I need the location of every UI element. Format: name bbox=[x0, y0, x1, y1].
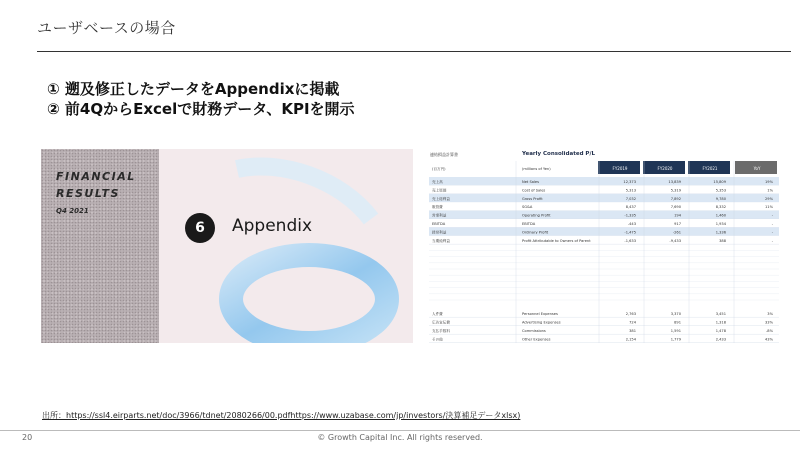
sheet-expense-value: 1,318 bbox=[715, 320, 726, 325]
sheet-value: 13,839 bbox=[668, 180, 681, 184]
sheet-value: -1,633 bbox=[624, 238, 636, 243]
sheet-value: 9,780 bbox=[715, 196, 726, 201]
sheet-expense-value: 2,433 bbox=[715, 337, 726, 342]
sheet-expense-value: 1,779 bbox=[670, 337, 681, 342]
sheet-value: 1,460 bbox=[715, 213, 726, 218]
sheet-expense-label-en: Personnel Expenses bbox=[522, 312, 558, 317]
sheet-value: 7,690 bbox=[670, 205, 681, 210]
sheet-expense-label-jp: 広告宣伝費 bbox=[432, 320, 450, 325]
sheet-value: - bbox=[771, 230, 773, 235]
title-divider bbox=[37, 51, 791, 52]
sheet-value: - bbox=[771, 222, 773, 226]
sheet-column-header: FY2020 bbox=[657, 166, 673, 171]
sheet-expense-value: 2,763 bbox=[625, 312, 636, 317]
sheet-column-header: FY2021 bbox=[702, 166, 718, 171]
sheet-expense-value: -8% bbox=[766, 329, 773, 334]
sheet-expense-value: 1,478 bbox=[715, 329, 726, 334]
sheet-row-bg bbox=[429, 211, 779, 219]
sheet-value: 12,373 bbox=[623, 180, 636, 184]
sheet-value: 5,319 bbox=[670, 188, 681, 193]
sheet-value: 19% bbox=[765, 180, 773, 184]
sheet-row-bg bbox=[429, 194, 779, 202]
sheet-expense-value: 891 bbox=[674, 320, 681, 325]
point-1: ① 遡及修正したデータをAppendixに掲載 bbox=[47, 80, 340, 98]
sheet-value: 7,032 bbox=[625, 196, 636, 201]
sheet-expense-value: 1,591 bbox=[670, 329, 681, 334]
sheet-title: Yearly Consolidated P/L bbox=[522, 151, 595, 157]
sheet-row-bg bbox=[429, 219, 779, 227]
sheet-value: -1,335 bbox=[624, 213, 636, 218]
sheet-row-label-en: Cost of Sales bbox=[522, 188, 546, 193]
sheet-value: 11% bbox=[765, 205, 773, 210]
section-label: Appendix bbox=[232, 216, 313, 236]
sheet-expense-value: 3,451 bbox=[715, 312, 726, 317]
sheet-expense-label-en: Other Expenses bbox=[522, 337, 551, 342]
sheet-value: - bbox=[771, 213, 773, 218]
sheet-expense-label-jp: その他 bbox=[432, 337, 443, 342]
slide-heading bbox=[56, 168, 156, 202]
sheet-row-label-jp: 営業利益 bbox=[432, 213, 447, 218]
sheet-expense-value: 43% bbox=[765, 337, 773, 342]
sheet-value: 29% bbox=[765, 196, 773, 201]
footer-divider bbox=[0, 430, 800, 431]
sheet-value: 917 bbox=[674, 222, 681, 226]
sheet-expense-value: 381 bbox=[629, 329, 636, 334]
point-2: ② 前4QからExcelで財務データ、KPIを開示 bbox=[47, 100, 355, 118]
sheet-value: 1,336 bbox=[715, 230, 726, 235]
sheet-expense-label-en: Advertising Expenses bbox=[522, 320, 561, 325]
sheet-row-label-en: EBITDA bbox=[522, 222, 536, 226]
sheet-expense-value: 3,370 bbox=[670, 312, 681, 317]
sheet-row-label-jp: EBITDA bbox=[432, 222, 446, 226]
source-citation: 出所：https://ssl4.eirparts.net/doc/3966/tdnet/2080266/00.pdfhttps://www.uzabase.com/jp/investors/決算補足データxlsx) bbox=[42, 411, 521, 420]
sheet-row-label-en: Gross Profit bbox=[522, 196, 543, 201]
sheet-row-label-jp: 経常利益 bbox=[432, 230, 447, 235]
sheet-row-label-en: Operating Profit bbox=[522, 213, 551, 218]
sheet-value: 7,892 bbox=[670, 196, 681, 201]
section-number-badge: 6 bbox=[185, 213, 215, 243]
sheet-value: - bbox=[771, 238, 773, 243]
sheet-value: 5,313 bbox=[625, 188, 636, 193]
sheet-row-bg bbox=[429, 236, 779, 244]
slide-heading-line2: RESULTS bbox=[56, 187, 120, 200]
sheet-row-label-en: SG&A bbox=[522, 205, 533, 210]
sheet-expense-value: 2,154 bbox=[625, 337, 636, 342]
sheet-value: -9,433 bbox=[669, 238, 681, 243]
sheet-value: 8,437 bbox=[625, 205, 636, 210]
appendix-slide-thumbnail bbox=[41, 149, 413, 343]
slide-heading-line1: FINANCIAL bbox=[56, 170, 136, 183]
sheet-value: 1,934 bbox=[715, 222, 726, 226]
slide-period: Q4 2021 bbox=[56, 207, 89, 215]
sheet-row-bg bbox=[429, 177, 779, 185]
sheet-expense-label-jp: 人件費 bbox=[432, 312, 443, 317]
sheet-value: -1,475 bbox=[624, 230, 636, 235]
sheet-row-label-jp: 売上原価 bbox=[432, 188, 447, 193]
sheet-value: 1% bbox=[767, 188, 773, 193]
sheet-row-label-en: Profit Attributable to Owners of Parent bbox=[522, 238, 591, 243]
sheet-value: 8,332 bbox=[715, 205, 726, 210]
sheet-expense-label-en: Commissions bbox=[522, 329, 546, 334]
sheet-expense-value: 3% bbox=[767, 312, 773, 317]
sheet-value: -261 bbox=[672, 230, 681, 235]
spreadsheet-thumbnail bbox=[424, 150, 781, 345]
sheet-value: -443 bbox=[627, 222, 636, 226]
sheet-left-header: 連結損益計算書 bbox=[430, 152, 458, 157]
sheet-value: 5,353 bbox=[715, 188, 726, 193]
sheet-expense-label-jp: 支払手数料 bbox=[432, 329, 450, 334]
sheet-value: 15,809 bbox=[713, 180, 726, 184]
copyright: © Growth Capital Inc. All rights reserved. bbox=[317, 433, 483, 442]
sheet-table bbox=[424, 150, 781, 345]
sheet-row-bg bbox=[429, 202, 779, 210]
sheet-column-header: YoY bbox=[753, 166, 761, 171]
sheet-row-label-en: Ordinary Profit bbox=[522, 230, 549, 235]
sheet-row-bg bbox=[429, 185, 779, 193]
sheet-row-label-en: Net Sales bbox=[522, 180, 540, 184]
sheet-row-label-jp: 販管費 bbox=[432, 205, 443, 210]
sheet-row-bg bbox=[429, 227, 779, 235]
sheet-value: 388 bbox=[719, 238, 726, 243]
sheet-row-label-jp: 売上高 bbox=[432, 180, 443, 184]
sheet-value: 194 bbox=[674, 213, 681, 218]
sheet-column-header: FY2019 bbox=[612, 166, 628, 171]
sheet-unit-en: (millions of Yen) bbox=[522, 167, 551, 171]
sheet-row-label-jp: 売上総利益 bbox=[432, 196, 450, 201]
page-title: ユーザベースの場合 bbox=[37, 19, 176, 37]
sheet-expense-value: 33% bbox=[765, 320, 773, 325]
sheet-unit-jp: (百万円) bbox=[432, 167, 446, 171]
sheet-row-label-jp: 当期純利益 bbox=[432, 238, 450, 243]
page-number: 20 bbox=[22, 433, 33, 442]
sheet-expense-value: 724 bbox=[629, 320, 636, 325]
